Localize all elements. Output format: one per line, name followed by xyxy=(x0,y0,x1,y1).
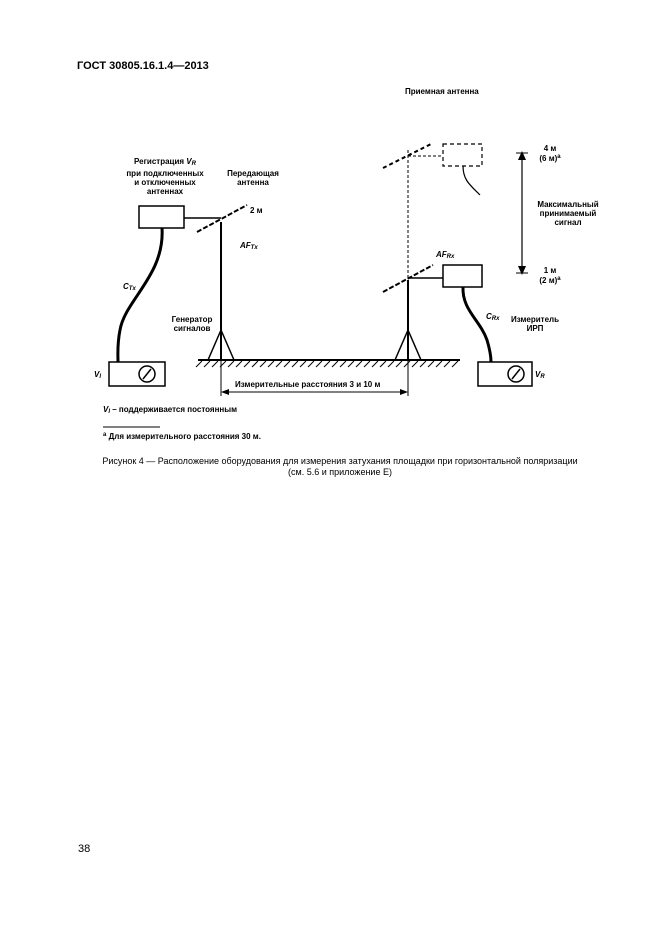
aftx-label: $AF_{Tx}$ xyxy=(240,241,258,251)
registration-box xyxy=(139,206,184,228)
max-signal-label: Максимальный принимаемый сигнал xyxy=(537,200,599,227)
meter-label: Измеритель ИРП xyxy=(510,315,560,333)
vi-label: $V_I$ xyxy=(94,370,102,380)
afrx-label: $AF_{Rx}$ xyxy=(436,250,455,260)
tx-height-label: 2 м xyxy=(250,206,263,215)
cable-upper xyxy=(463,166,480,195)
receive-tripod xyxy=(395,330,421,360)
cable-ctx xyxy=(118,228,162,362)
generator-label: Генератор сигналов xyxy=(171,315,213,333)
document-header: ГОСТ 30805.16.1.4—2013 xyxy=(77,60,209,72)
receive-antenna-label: Приемная антенна xyxy=(405,87,479,96)
transmit-tripod xyxy=(208,330,234,360)
figure-caption: Рисунок 4 — Расположение оборудования для измерения затухания площадки при горизонтальной поляризации (см. 5.6 и приложение Е) xyxy=(102,456,578,477)
vi-note: $V_I$ – поддерживается постоянным xyxy=(103,405,237,415)
crx-label: $C_{Rx}$ xyxy=(486,312,500,322)
receive-box-upper xyxy=(443,144,482,166)
receive-box-lower xyxy=(443,265,482,287)
ground-hatching xyxy=(196,361,458,367)
registration-label: Регистрация $V_R$ при подключенных и отключенных антеннах xyxy=(126,157,204,196)
min-height-label: 1 м (2 м)$^a$ xyxy=(539,266,561,285)
cable-crx xyxy=(463,287,491,362)
footnote: $^a$ Для измерительного расстояния 30 м. xyxy=(103,432,261,441)
max-height-label: 4 м (6 м)$^a$ xyxy=(539,144,561,163)
signal-generator-box xyxy=(109,362,165,386)
ctx-label: $C_{Tx}$ xyxy=(123,282,136,292)
page-number: 38 xyxy=(78,843,91,855)
transmit-antenna-label: Передающая антенна xyxy=(227,169,279,187)
distance-label: Измерительные расстояния 3 и 10 м xyxy=(235,380,381,389)
vr-label: $V_R$ xyxy=(535,370,545,380)
